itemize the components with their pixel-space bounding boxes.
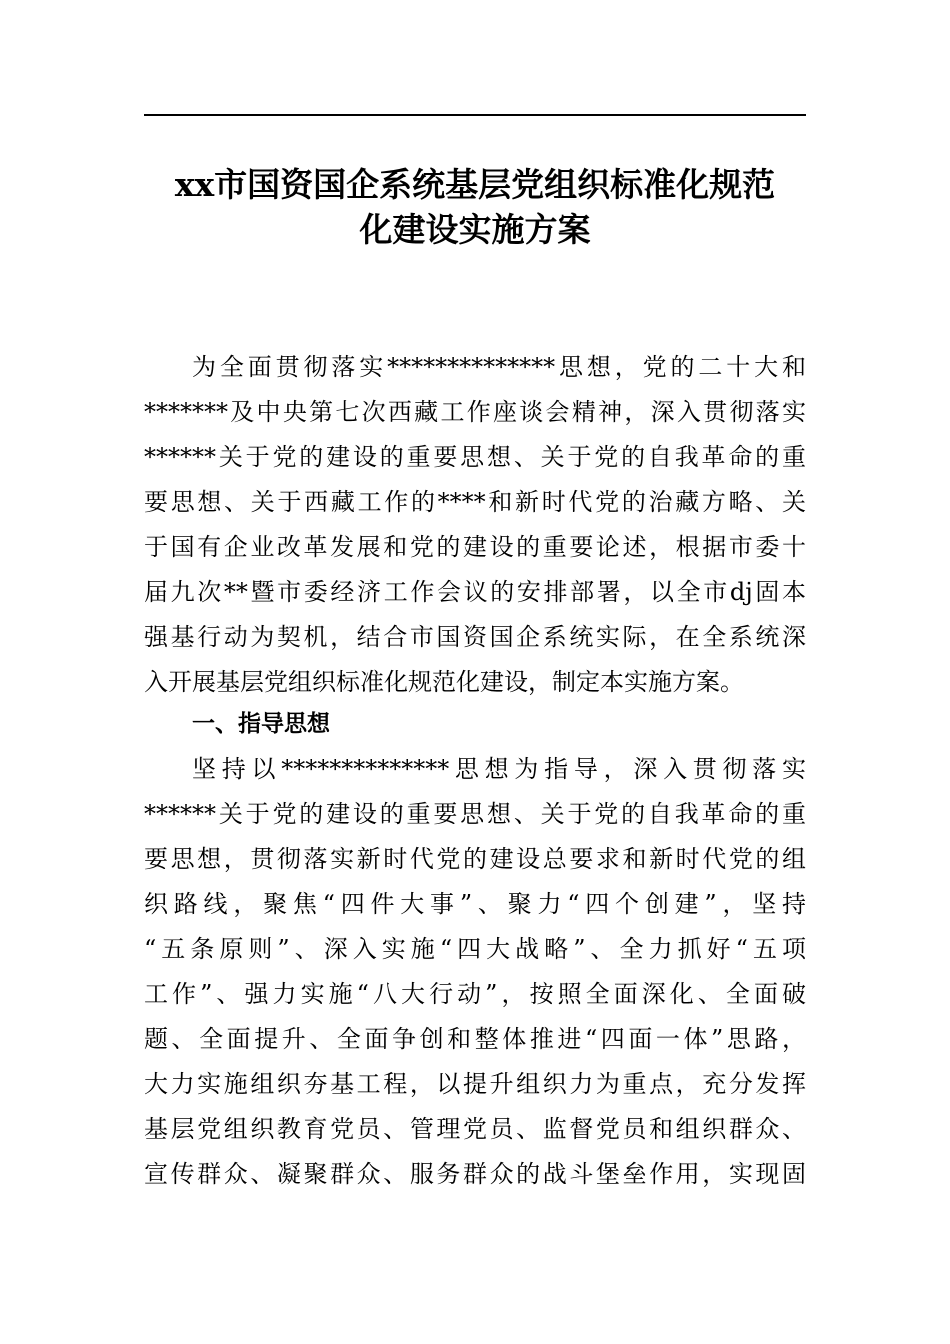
paragraph-line: 要思想，贯彻落实新时代党的建设总要求和新时代党的组	[144, 845, 806, 873]
paragraph-line: 要思想、关于西藏工作的****和新时代党的治藏方略、关	[144, 488, 806, 516]
guiding-ideology-paragraph	[144, 747, 806, 1197]
paragraph-line: 届九次**暨市委经济工作会议的安排部署，以全市dj固本	[144, 578, 806, 606]
paragraph-line: ******关于党的建设的重要思想、关于党的自我革命的重	[144, 800, 806, 828]
section-heading-guiding-ideology: 一、指导思想	[192, 711, 330, 737]
paragraph-line: 入开展基层党组织标准化规范化建设，制定本实施方案。	[144, 668, 744, 696]
paragraph-line: 基层党组织教育党员、管理党员、监督党员和组织群众、	[144, 1115, 806, 1143]
paragraph-line: ******关于党的建设的重要思想、关于党的自我革命的重	[144, 443, 806, 471]
title-line: 化建设实施方案	[359, 210, 591, 249]
paragraph-line: “五条原则”、深入实施“四大战略”、全力抓好“五项	[144, 935, 806, 963]
paragraph-line: 坚持以**************思想为指导，深入贯彻落实	[192, 755, 806, 783]
title-line: xx市国资国企系统基层党组织标准化规范	[174, 165, 776, 204]
paragraph-line: 于国有企业改革发展和党的建设的重要论述，根据市委十	[144, 533, 806, 561]
paragraph-line: 强基行动为契机，结合市国资国企系统实际，在全系统深	[144, 623, 806, 651]
paragraph-line: 为全面贯彻落实**************思想，党的二十大和	[192, 353, 806, 381]
intro-paragraph	[144, 345, 806, 705]
paragraph-line: *******及中央第七次西藏工作座谈会精神，深入贯彻落实	[144, 398, 806, 426]
paragraph-line: 宣传群众、凝聚群众、服务群众的战斗堡垒作用，实现固	[144, 1160, 806, 1188]
paragraph-line: 大力实施组织夯基工程，以提升组织力为重点，充分发挥	[144, 1070, 806, 1098]
header-rule	[144, 114, 806, 116]
document-title	[144, 162, 806, 252]
paragraph-line: 织路线，聚焦“四件大事”、聚力“四个创建”，坚持	[144, 890, 806, 918]
paragraph-line: 题、全面提升、全面争创和整体推进“四面一体”思路，	[144, 1025, 806, 1053]
paragraph-line: 工作”、强力实施“八大行动”，按照全面深化、全面破	[144, 980, 806, 1008]
